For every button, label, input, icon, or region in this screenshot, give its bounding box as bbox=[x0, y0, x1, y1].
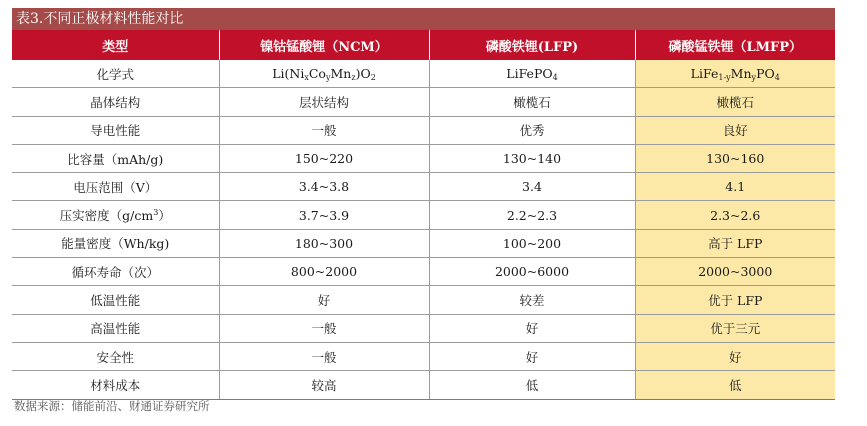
comparison-table bbox=[12, 30, 835, 400]
cell-lfp: 2.2~2.3 bbox=[429, 201, 635, 229]
cell-ncm: 800~2000 bbox=[219, 258, 429, 286]
table-row bbox=[12, 144, 835, 172]
cell-lfp: 低 bbox=[429, 371, 635, 399]
table-row bbox=[12, 258, 835, 286]
header-lfp: 磷酸铁锂(LFP) bbox=[429, 30, 635, 60]
cell-lmfp: 良好 bbox=[635, 116, 835, 144]
header-type: 类型 bbox=[12, 30, 219, 60]
table-row bbox=[12, 342, 835, 370]
cell-ncm-formula: $Li(Ni_xCo_yMn_z)O_2$ bbox=[219, 60, 429, 88]
table-row bbox=[12, 60, 835, 88]
table-row bbox=[12, 201, 835, 229]
row-label: 高温性能 bbox=[12, 314, 219, 342]
cell-lmfp: 优于 LFP bbox=[635, 286, 835, 314]
cell-lfp: 2000~6000 bbox=[429, 258, 635, 286]
table-row bbox=[12, 173, 835, 201]
table-row bbox=[12, 88, 835, 116]
cell-lfp: 好 bbox=[429, 342, 635, 370]
cell-lmfp: 130~160 bbox=[635, 144, 835, 172]
row-label: 导电性能 bbox=[12, 116, 219, 144]
row-label: 晶体结构 bbox=[12, 88, 219, 116]
table-title: 表3.不同正极材料性能对比 bbox=[12, 8, 835, 30]
row-label: 安全性 bbox=[12, 342, 219, 370]
row-label: 电压范围（V） bbox=[12, 173, 219, 201]
header-row bbox=[12, 30, 835, 60]
row-label: 循环寿命（次） bbox=[12, 258, 219, 286]
cell-lfp-formula: LiFePO$_4$ bbox=[429, 60, 635, 88]
cell-ncm: 3.4~3.8 bbox=[219, 173, 429, 201]
cell-lfp: 100~200 bbox=[429, 229, 635, 257]
row-label-density: 压实密度$(g/cm^3)$ bbox=[12, 201, 219, 229]
cell-ncm: 180~300 bbox=[219, 229, 429, 257]
header-ncm: 镍钴锰酸锂（NCM） bbox=[219, 30, 429, 60]
row-label: 化学式 bbox=[12, 60, 219, 88]
cell-lmfp: 高于 LFP bbox=[635, 229, 835, 257]
table-row bbox=[12, 286, 835, 314]
cell-lmfp: 低 bbox=[635, 371, 835, 399]
cell-ncm: 150~220 bbox=[219, 144, 429, 172]
table-row bbox=[12, 314, 835, 342]
cell-ncm: 好 bbox=[219, 286, 429, 314]
cell-lfp: 3.4 bbox=[429, 173, 635, 201]
cell-ncm: 一般 bbox=[219, 314, 429, 342]
cell-ncm: 较高 bbox=[219, 371, 429, 399]
cell-ncm: 3.7~3.9 bbox=[219, 201, 429, 229]
cell-lfp: 橄榄石 bbox=[429, 88, 635, 116]
table-row bbox=[12, 371, 835, 399]
cell-lmfp: 橄榄石 bbox=[635, 88, 835, 116]
row-label: 材料成本 bbox=[12, 371, 219, 399]
cell-lfp: 较差 bbox=[429, 286, 635, 314]
row-label: 比容量（mAh/g) bbox=[12, 144, 219, 172]
cell-lmfp: 好 bbox=[635, 342, 835, 370]
cell-lfp: 好 bbox=[429, 314, 635, 342]
cell-lfp: 优秀 bbox=[429, 116, 635, 144]
cell-lmfp: 优于三元 bbox=[635, 314, 835, 342]
row-label: 能量密度（Wh/kg) bbox=[12, 229, 219, 257]
header-lmfp: 磷酸锰铁锂（LMFP） bbox=[635, 30, 835, 60]
row-label: 低温性能 bbox=[12, 286, 219, 314]
cell-ncm: 一般 bbox=[219, 116, 429, 144]
cell-ncm: 层状结构 bbox=[219, 88, 429, 116]
table-row bbox=[12, 229, 835, 257]
cell-lmfp: 2000~3000 bbox=[635, 258, 835, 286]
cell-lfp: 130~140 bbox=[429, 144, 635, 172]
cell-lmfp: 4.1 bbox=[635, 173, 835, 201]
table-row bbox=[12, 116, 835, 144]
source-note: 数据来源：储能前沿、财通证券研究所 bbox=[14, 399, 210, 413]
cell-ncm: 一般 bbox=[219, 342, 429, 370]
cell-lmfp-formula: $LiFe_{1-y}Mn_yPO_4$ bbox=[635, 60, 835, 88]
cell-lmfp: 2.3~2.6 bbox=[635, 201, 835, 229]
